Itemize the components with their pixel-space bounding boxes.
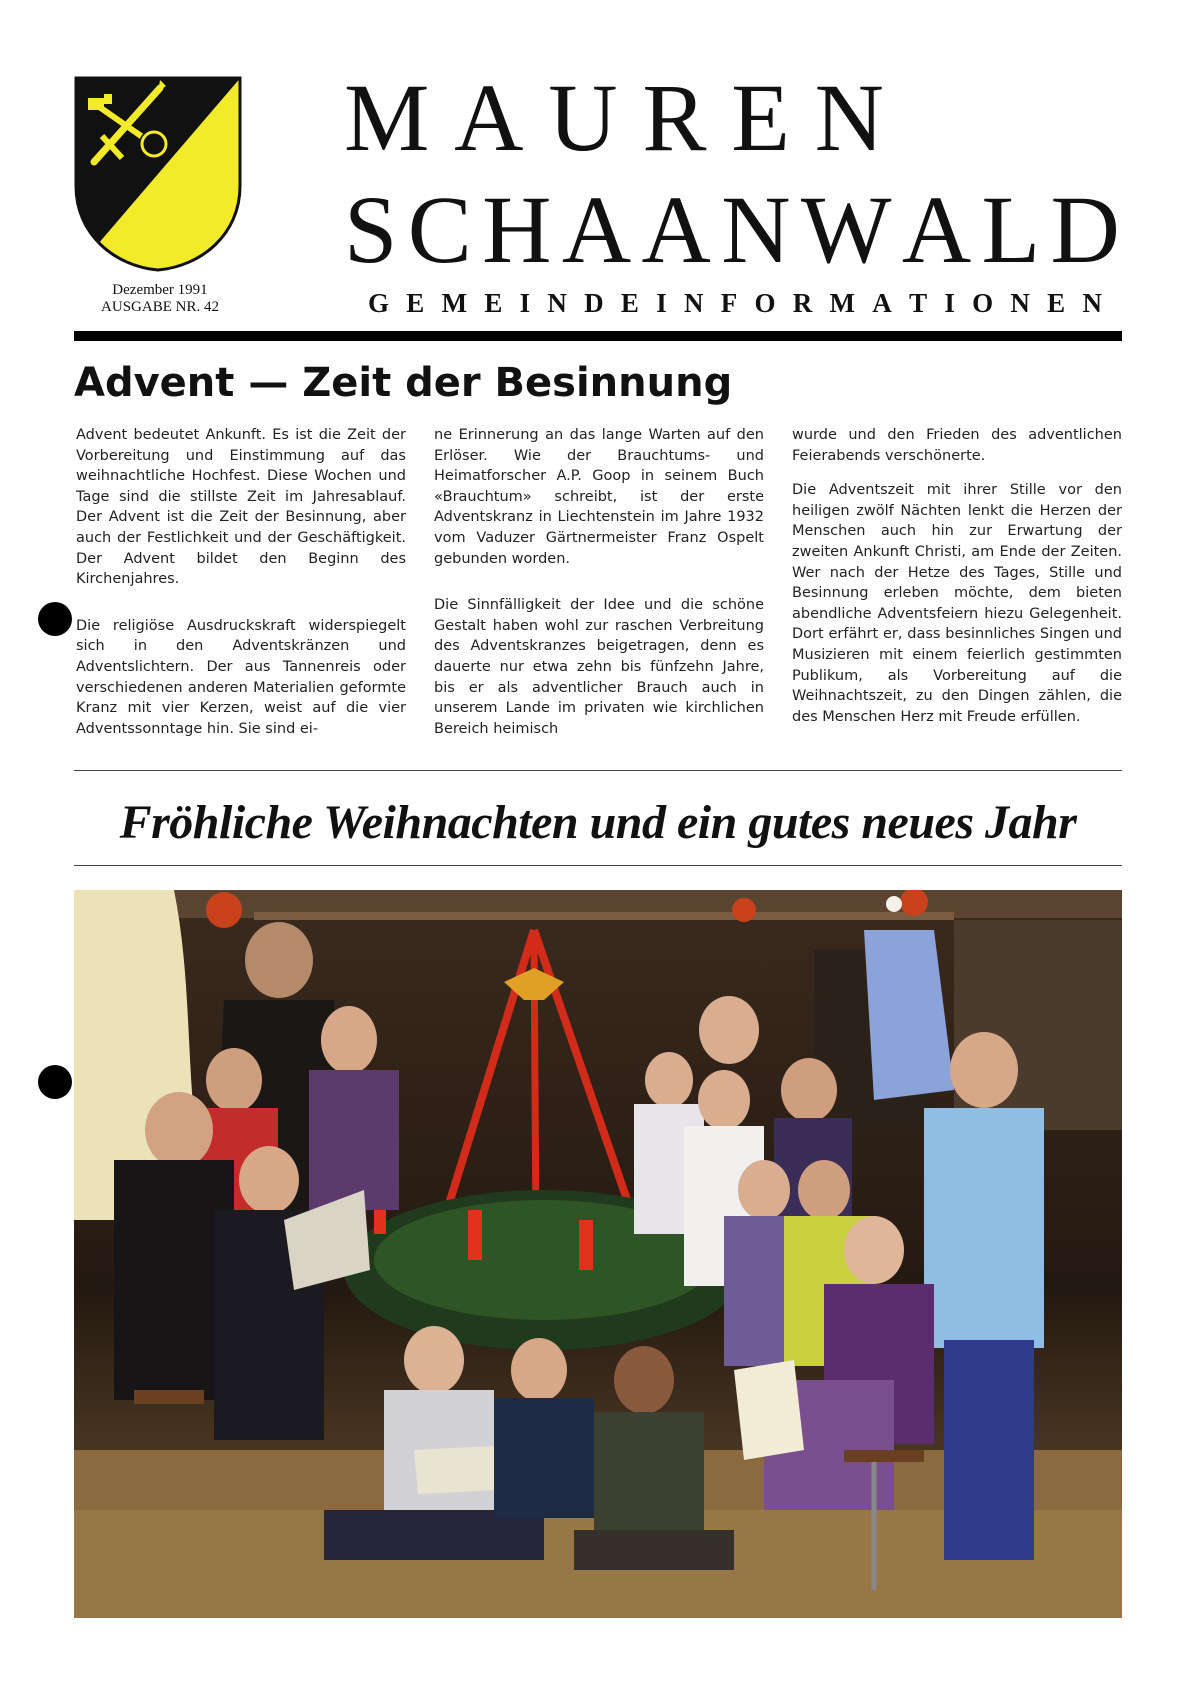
masthead-letter: S <box>344 176 398 283</box>
subtitle-letter: N <box>1010 288 1030 318</box>
subtitle-letter: M <box>441 288 468 318</box>
subtitle-letter: T <box>909 288 928 318</box>
subtitle-letter: E <box>620 288 639 318</box>
masthead-letter: L <box>981 176 1041 283</box>
subtitle-letter: D <box>584 288 604 318</box>
masthead-letter: D <box>1050 176 1120 283</box>
masthead-rule <box>74 331 1122 341</box>
paragraph: wurde und den Frieden des adventlichen Feierabends verschönerte. <box>792 427 1122 464</box>
article-column-3 <box>792 425 1122 755</box>
masthead-letter: A <box>901 176 972 283</box>
paragraph: ne Erinnerung an das lange Warten auf den Erlöser. Wie der Brauchtums- und Heimatforscher A.P. Goop in seinem Buch «Brauchtum» schreibt, ist der erste Adventskranz in Liechtenstein im Jahre 1932 vom Vaduzer Gärtnermeister Franz Ospelt gebunden worden. <box>434 427 764 567</box>
paragraph: Die Adventszeit mit ihrer Stille vor den heiligen zwölf Nächten lenkt die Herzen der Menschen auch hin zur Erwartung der zweiten Ankunft Christi, am Ende der Zeiten. Wer nach der Hetze des Tages, Stille und Besinnung erleben möchte, dem bieten abendliche Adventsfeiern hiezu Gelegenheit. Dort erfährt er, dass besinnliches Singen und Musizieren mit einem feierlich gestimmten Publikum, als Vorbereitung auf die Weihnachtszeit, zu den Dingen zählen, die des Menschen Herz mit Freude erfüllen. <box>792 482 1122 725</box>
masthead-title-line1 <box>344 66 884 170</box>
subtitle-letter: R <box>792 288 813 318</box>
subtitle-letter: I <box>519 288 531 318</box>
subtitle-letter: I <box>656 288 667 318</box>
masthead-subtitle <box>368 288 1102 318</box>
issue-date: Dezember 1991 <box>112 282 208 298</box>
masthead-letter: W <box>800 176 892 283</box>
subtitle-letter: I <box>944 288 955 318</box>
masthead-letter: C <box>407 176 472 283</box>
article-body <box>76 425 1122 755</box>
divider-bottom <box>74 865 1122 866</box>
divider-top <box>74 770 1122 771</box>
masthead-letter: M <box>344 64 430 171</box>
masthead-letter: U <box>548 64 618 171</box>
children-choir-photo <box>74 890 1122 1618</box>
masthead-letter: A <box>561 176 632 283</box>
article-column-1 <box>76 425 406 755</box>
subtitle-letter: E <box>1047 288 1066 318</box>
masthead-letter: A <box>641 176 711 283</box>
masthead-letter: E <box>731 64 790 171</box>
coat-of-arms-logo <box>74 76 242 272</box>
paragraph: Advent bedeutet Ankunft. Es ist die Zeit der Vorbereitung und Einstimmung auf das weihnachtliche Hochfest. Diese Wochen und Tage sind die stillste Zeit im Jahresablauf. Der Advent ist die Zeit der Besinnung, aber auch der Festlichkeit und der Geschäftigkeit. Der Advent bildet den Beginn des Kirchenjahres. <box>76 427 406 588</box>
subtitle-letter: M <box>829 288 856 318</box>
subtitle-letter: G <box>368 288 390 318</box>
subtitle-letter: F <box>720 288 738 318</box>
masthead-letter: N <box>814 64 884 171</box>
subtitle-letter: O <box>754 288 776 318</box>
punch-hole-bottom <box>38 1065 72 1099</box>
issue-number: AUSGABE NR. 42 <box>101 299 219 315</box>
masthead-letter: A <box>454 64 524 171</box>
subtitle-letter: O <box>972 288 994 318</box>
subtitle-letter: N <box>683 288 704 318</box>
paragraph: Die Sinnfälligkeit der Idee und die schöne Gestalt haben wohl zur raschen Verbreitung des Adventskranzes beigetragen, denn es dauerte nur etwa zehn bis fünfzehn Jahre, bis er als adventlicher Brauch auch in unserem Lande im privaten wie kirchlichen Bereich heimisch <box>434 597 764 737</box>
masthead-letter: H <box>482 176 552 283</box>
christmas-greeting: Fröhliche Weihnachten und ein gutes neues Jahr <box>119 796 1077 849</box>
subtitle-letter: N <box>1082 288 1102 318</box>
paragraph: Die religiöse Ausdruckskraft widerspiegelt sich in den Adventskränzen und Adventslichtern. Der aus Tannenreis oder verschiedenen anderen Materialien geformte Kranz mit vier Kerzen, weist auf die vier Adventssonntage hin. Sie sind ei- <box>76 617 406 737</box>
subtitle-letter: E <box>406 288 425 318</box>
subtitle-letter: A <box>872 288 892 318</box>
issue-info <box>60 282 260 316</box>
masthead-title-line2 <box>344 178 1120 282</box>
article-column-2 <box>434 425 764 755</box>
article-headline: Advent — Zeit der Besinnung <box>74 360 733 406</box>
masthead-letter: R <box>642 64 707 171</box>
masthead-letter: N <box>721 176 791 283</box>
subtitle-letter: N <box>547 288 567 318</box>
subtitle-letter: E <box>484 288 503 318</box>
punch-hole-top <box>38 602 72 636</box>
